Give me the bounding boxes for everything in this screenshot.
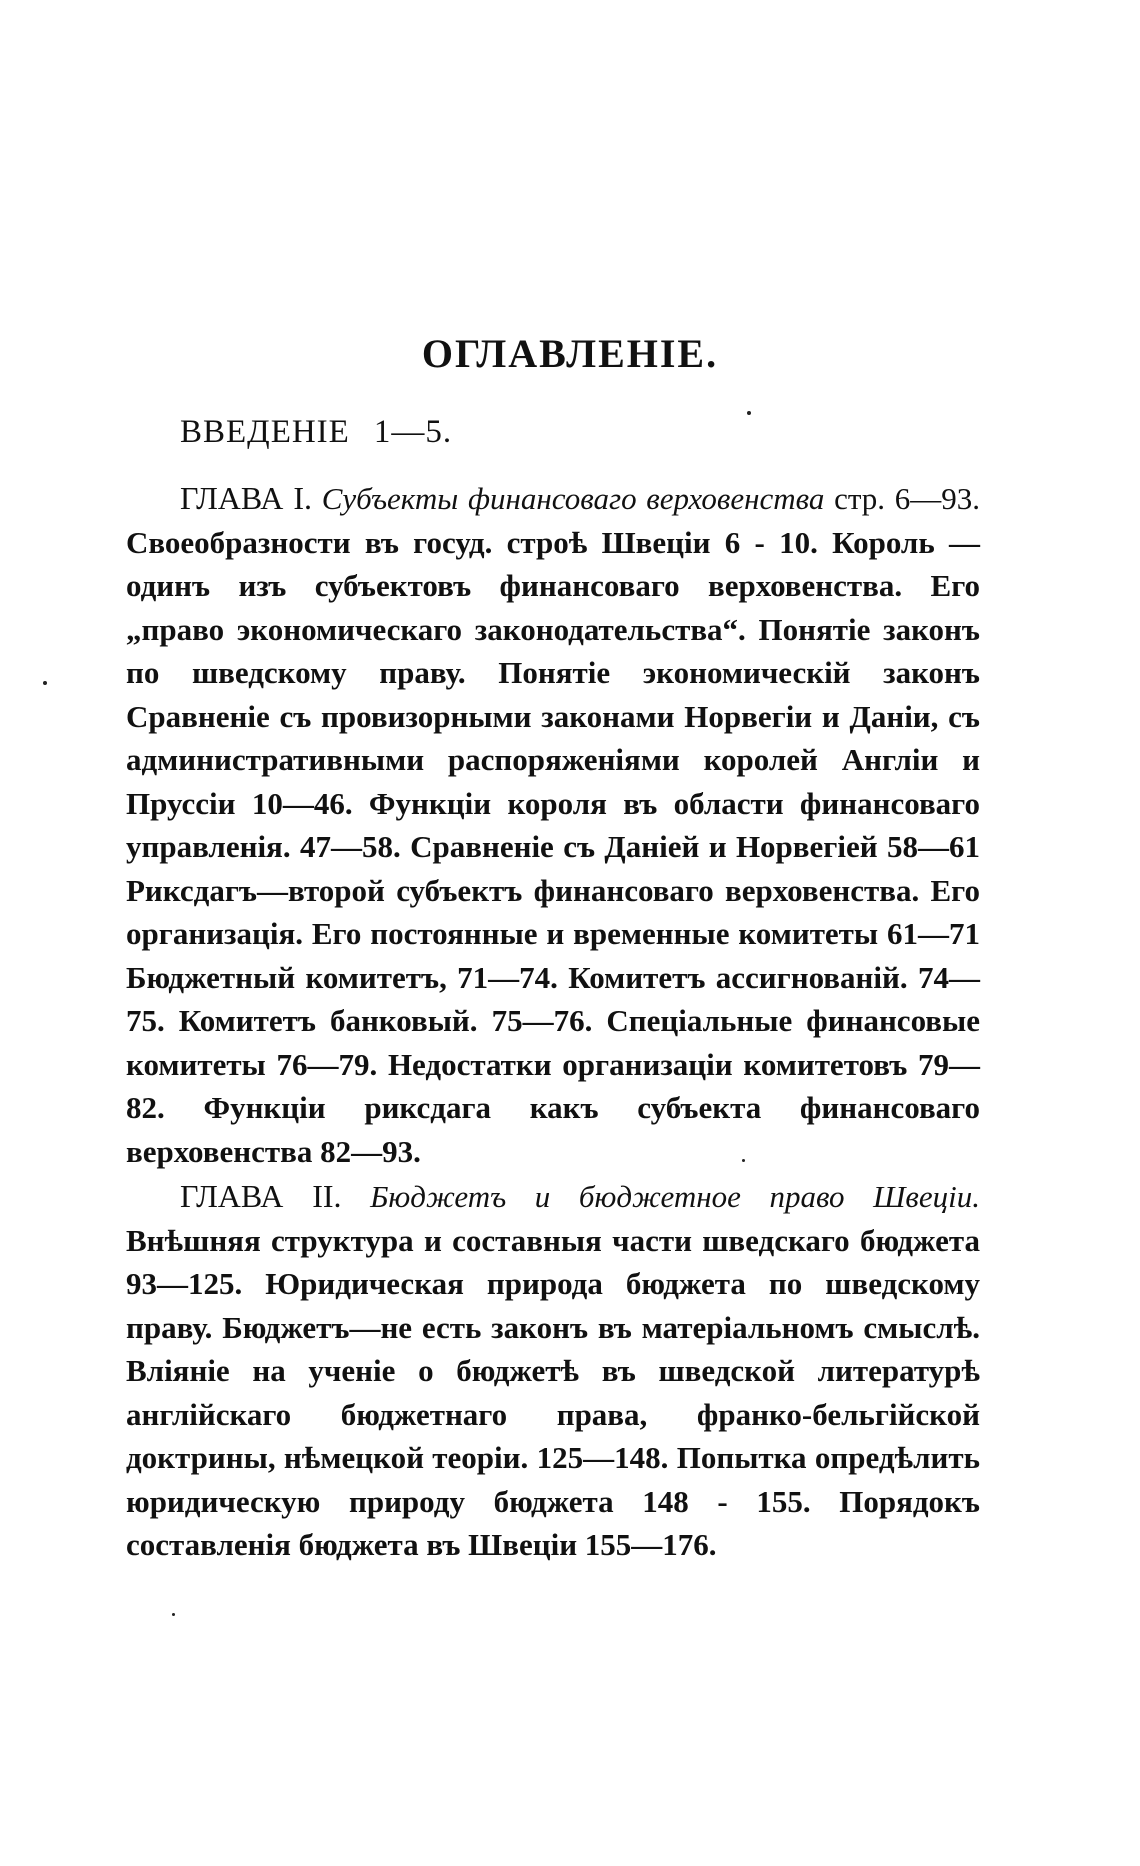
- chapter-1-entry: [126, 477, 980, 1173]
- chapter-2-summary: Внѣшняя структура и составныя части шведскаго бюджета 93—125. Юридическая природа бюджета по шведскому праву. Бюджетъ—не есть законъ въ матеріальномъ смыслѣ. Вліяніе на ученіе о бюджетѣ въ шведской литературѣ англійскаго бюджетнаго права, франко-бельгійской доктрины, нѣмецкой теоріи. 125—148. Попытка опредѣлить юридическую природу бюджета 148 - 155. Порядокъ составленія бюджета въ Швеціи 155—176.: [126, 1222, 980, 1562]
- print-speck: [43, 681, 47, 685]
- introduction-entry: [180, 414, 452, 451]
- page-title: ОГЛАВЛЕНІЕ.: [421, 331, 719, 376]
- chapter-1-number: ГЛАВА I.: [180, 480, 312, 516]
- chapter-1-pages: стр. 6—93.: [824, 481, 980, 516]
- print-speck: [747, 411, 751, 415]
- chapter-2-number: ГЛАВА II.: [180, 1178, 342, 1214]
- chapter-2-title: Бюджетъ и бюджетное право Швеціи.: [370, 1179, 981, 1214]
- introduction-pages: 1—5.: [373, 414, 453, 450]
- introduction-label: ВВЕДЕНІЕ: [180, 414, 350, 450]
- chapter-1-summary: Своеобразности въ госуд. строѣ Швеціи 6 - 10. Король —одинъ изъ субъектовъ финансоваго верховенства. Его „право экономическаго законодательства“. Понятіе законъ по шведскому праву. Понятіе экономическій законъ Сравненіе съ провизорными законами Норвегіи и Даніи, съ административными распоряженіями королей Англіи и Пруссіи 10—46. Функціи короля въ области финансоваго управленія. 47—58. Сравненіе съ Даніей и Норвегіей 58—61 Риксдагъ—второй субъектъ финансоваго верховенства. Его организація. Его постоянные и временные комитеты 61—71 Бюджетный комитетъ, 71—74. Комитетъ ассигнованій. 74—75. Комитетъ банковый. 75—76. Спеціальные финансовые комитеты 76—79. Недостатки организаціи комитетовъ 79—82. Функціи риксдага какъ субъекта финансоваго верховенства 82—93.: [126, 524, 980, 1169]
- print-speck: [172, 1613, 175, 1616]
- chapter-2-entry: [126, 1175, 980, 1567]
- print-speck: [742, 1159, 745, 1162]
- chapter-1-title: Субъекты финансоваго верховенства: [321, 481, 825, 516]
